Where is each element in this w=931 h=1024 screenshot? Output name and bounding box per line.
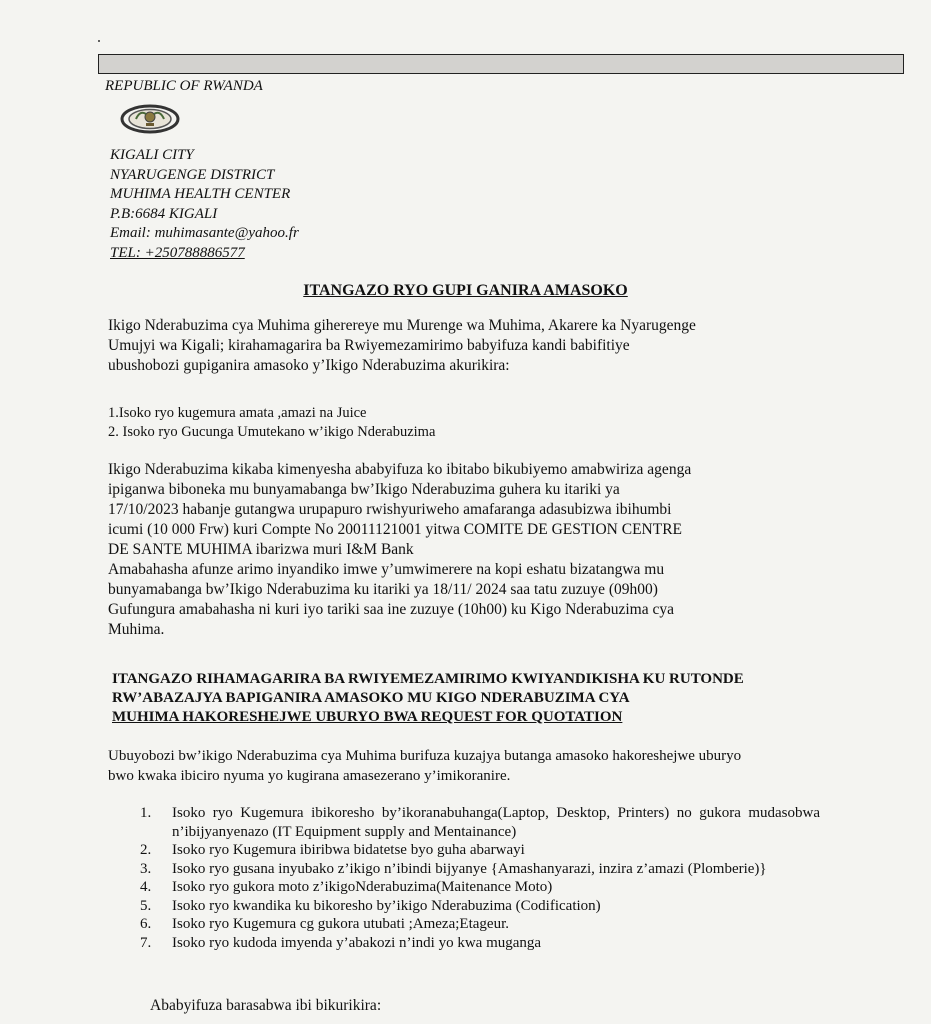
intro-line: Ikigo Nderabuzima cya Muhima giherereye mu Murenge wa Muhima, Akarere ka Nyarugenge bbox=[108, 317, 696, 334]
contact-line-center: MUHIMA HEALTH CENTER bbox=[110, 186, 291, 202]
details-line: Muhima. bbox=[108, 621, 165, 638]
list-item bbox=[140, 878, 820, 897]
intro-line: Umujyi wa Kigali; kirahamagarira ba Rwiyemezamirimo babyifuza kandi babifitiye bbox=[108, 337, 630, 354]
list-item-number: 4. bbox=[140, 879, 152, 895]
list-item-number: 2. bbox=[140, 842, 152, 858]
list-item-text: Isoko ryo Kugemura ibikoresho by’ikoranabuhanga(Laptop, Desktop, Printers) no gukora mudasobwa n’ibijyanyenazo (IT Equipment supply and Mentainance) bbox=[172, 805, 820, 840]
details-paragraph bbox=[108, 460, 828, 640]
details-line: DE SANTE MUHIMA ibarizwa muri I&M Bank bbox=[108, 541, 414, 558]
tender-item: 1.Isoko ryo kugemura amata ,amazi na Juice bbox=[108, 405, 367, 421]
list-item-text: Isoko ryo Kugemura cg gukora utubati ;Ameza;Etageur. bbox=[172, 916, 509, 932]
rfq-title bbox=[112, 670, 832, 727]
page-speck bbox=[98, 40, 100, 42]
rfq-title-line: ITANGAZO RIHAMAGARIRA BA RWIYEMEZAMIRIMO KWIYANDIKISHA KU RUTONDE bbox=[112, 671, 744, 687]
contact-line-city: KIGALI CITY bbox=[110, 147, 194, 163]
letterhead-contact bbox=[110, 146, 299, 263]
details-line: bunyamabanga bw’Ikigo Nderabuzima ku itariki ya 18/11/ 2024 saa tatu zuzuye (09h00) bbox=[108, 581, 658, 598]
list-item bbox=[140, 897, 820, 916]
rfq-list bbox=[140, 804, 820, 952]
list-item-text: Isoko ryo kwandika ku bikoresho by’ikigo Nderabuzima (Codification) bbox=[172, 897, 601, 914]
list-item bbox=[140, 860, 820, 879]
list-item-text: Isoko ryo gukora moto z’ikigoNderabuzima(Maitenance Moto) bbox=[172, 879, 553, 895]
details-line: icumi (10 000 Frw) kuri Compte No 20011121001 yitwa COMITE DE GESTION CENTRE bbox=[108, 521, 683, 538]
list-item-number: 7. bbox=[140, 934, 152, 951]
intro-paragraph bbox=[108, 316, 828, 376]
closing-line: Ababyifuza barasabwa ibi bikurikira: bbox=[150, 997, 382, 1014]
list-item-number: 3. bbox=[140, 860, 152, 877]
rfq-intro-line: Ubuyobozi bw’ikigo Nderabuzima cya Muhima burifuza kuzajya butanga amasoko hakoreshejwe uburyo bbox=[108, 748, 742, 764]
list-item-number: 6. bbox=[140, 916, 152, 932]
rfq-intro bbox=[108, 746, 828, 786]
list-item bbox=[140, 915, 820, 934]
list-item-number: 5. bbox=[140, 897, 152, 914]
details-line: 17/10/2023 habanje gutangwa urupapuro rwishyuriweho amafaranga adasubizwa ibihumbi bbox=[108, 501, 672, 518]
rfq-intro-line: bwo kwaka ibiciro nyuma yo kugirana amasezerano y’imikoranire. bbox=[108, 768, 511, 784]
contact-line-email: Email: muhimasante@yahoo.fr bbox=[110, 225, 299, 241]
list-item bbox=[140, 804, 820, 841]
letterhead-country bbox=[105, 77, 263, 96]
details-line: Gufungura amabahasha ni kuri iyo tariki saa ine zuzuye (10h00) ku Kigo Nderabuzima cya bbox=[108, 601, 674, 618]
country-name: REPUBLIC OF RWANDA bbox=[105, 78, 263, 94]
contact-line-pobox: P.B:6684 KIGALI bbox=[110, 205, 218, 222]
list-item-text: Isoko ryo gusana inyubako z’ikigo n’ibindi bijyanye {Amashanyarazi, inzira z’amazi (Plomberie)} bbox=[172, 860, 767, 877]
list-item-number: 1. bbox=[140, 805, 152, 821]
rwanda-seal-icon bbox=[118, 104, 182, 134]
header-bar bbox=[98, 54, 904, 74]
list-item bbox=[140, 841, 820, 860]
list-item bbox=[140, 934, 820, 953]
rfq-title-line: MUHIMA HAKORESHEJWE UBURYO BWA REQUEST FOR QUOTATION bbox=[112, 709, 623, 725]
rfq-title-line: RW’ABAZAJYA BAPIGANIRA AMASOKO MU KIGO NDERABUZIMA CYA bbox=[112, 690, 630, 706]
list-item-text: Isoko ryo kudoda imyenda y’abakozi n’indi yo kwa muganga bbox=[172, 934, 542, 951]
details-line: Amabahasha afunze arimo inyandiko imwe y’umwimerere na kopi eshatu bizatangwa mu bbox=[108, 561, 665, 578]
details-line: Ikigo Nderabuzima kikaba kimenyesha ababyifuza ko ibitabo bikubiyemo amabwiriza agenga bbox=[108, 461, 692, 478]
list-item-text: Isoko ryo Kugemura ibiribwa bidatetse byo guha abarwayi bbox=[172, 842, 525, 858]
document-title: ITANGAZO RYO GUPI GANIRA AMASOKO bbox=[303, 282, 628, 299]
contact-line-district: NYARUGENGE DISTRICT bbox=[110, 166, 275, 183]
contact-line-tel: TEL: +250788886577 bbox=[110, 244, 245, 261]
details-line: ipiganwa biboneka mu bunyamabanga bw’Ikigo Nderabuzima guhera ku itariki ya bbox=[108, 481, 620, 498]
intro-line: ubushobozi gupiganira amasoko y’Ikigo Nderabuzima akurikira: bbox=[108, 357, 510, 374]
tender-item: 2. Isoko ryo Gucunga Umutekano w’ikigo Nderabuzima bbox=[108, 424, 436, 440]
tender-list bbox=[108, 404, 828, 442]
